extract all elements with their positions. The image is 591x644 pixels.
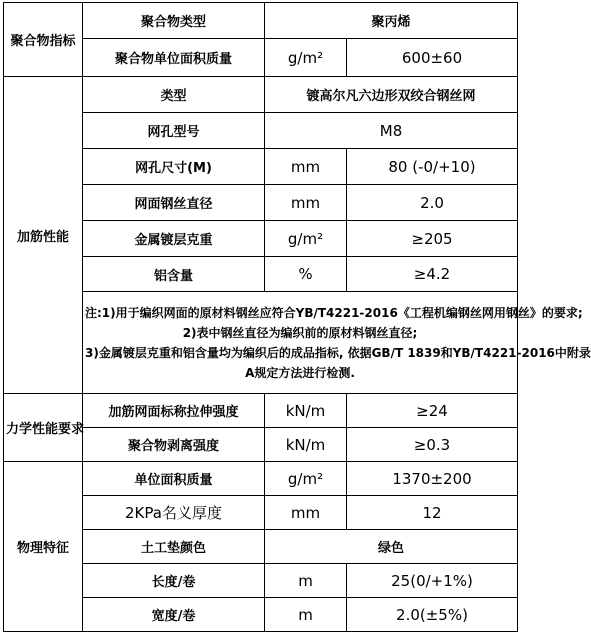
coating-value: ≥205 xyxy=(347,221,518,257)
thickness-value: 12 xyxy=(347,496,518,530)
type-value: 镀高尔凡六边形双绞合钢丝网 xyxy=(265,77,518,113)
width-label: 宽度/卷 xyxy=(83,598,265,632)
peel-label: 聚合物剥离强度 xyxy=(83,428,265,462)
group-physical: 物理特征 xyxy=(4,462,83,632)
table-row xyxy=(4,462,518,496)
table-row xyxy=(4,3,518,39)
polymer-mass-unit: g/m² xyxy=(265,39,347,77)
tensile-value: ≥24 xyxy=(347,394,518,428)
mesh-model-value: M8 xyxy=(265,113,518,149)
group-reinforcement: 加筋性能 xyxy=(4,77,83,394)
polymer-mass-value: 600±60 xyxy=(347,39,518,77)
color-label: 土工垫颜色 xyxy=(83,530,265,564)
peel-value: ≥0.3 xyxy=(347,428,518,462)
thickness-unit: mm xyxy=(265,496,347,530)
group-polymer: 聚合物指标 xyxy=(4,3,83,77)
coating-unit: g/m² xyxy=(265,221,347,257)
wire-diameter-value: 2.0 xyxy=(347,185,518,221)
aluminum-unit: % xyxy=(265,257,347,292)
tensile-unit: kN/m xyxy=(265,394,347,428)
table-row xyxy=(4,394,518,428)
spec-table xyxy=(3,2,591,632)
length-unit: m xyxy=(265,564,347,598)
group-mechanical: 力学性能要求 xyxy=(4,394,83,462)
note-line-2: 2)表中钢丝直径为编织前的原材料钢丝直径; xyxy=(182,325,418,340)
polymer-type-value: 聚丙烯 xyxy=(265,3,518,39)
area-mass-label: 单位面积质量 xyxy=(83,462,265,496)
area-mass-value: 1370±200 xyxy=(347,462,518,496)
notes xyxy=(83,292,591,394)
type-label: 类型 xyxy=(83,77,265,113)
polymer-mass-label: 聚合物单位面积质量 xyxy=(83,39,265,77)
area-mass-unit: g/m² xyxy=(265,462,347,496)
table-row xyxy=(4,77,518,113)
polymer-type-label: 聚合物类型 xyxy=(83,3,265,39)
length-value: 25(0/+1%) xyxy=(347,564,518,598)
peel-unit: kN/m xyxy=(265,428,347,462)
mesh-size-value: 80 (-0/+10) xyxy=(347,149,518,185)
aluminum-label: 铝含量 xyxy=(83,257,265,292)
length-label: 长度/卷 xyxy=(83,564,265,598)
coating-label: 金属镀层克重 xyxy=(83,221,265,257)
tensile-label: 加筋网面标称拉伸强度 xyxy=(83,394,265,428)
width-value: 2.0(±5%) xyxy=(347,598,518,632)
wire-diameter-label: 网面钢丝直径 xyxy=(83,185,265,221)
note-line-4: A规定方法进行检测. xyxy=(245,365,355,380)
wire-diameter-unit: mm xyxy=(265,185,347,221)
color-value: 绿色 xyxy=(265,530,518,564)
width-unit: m xyxy=(265,598,347,632)
mesh-size-label: 网孔尺寸(M) xyxy=(83,149,265,185)
note-line-3: 3)金属镀层克重和铝含量均为编织后的成品指标, 依据GB/T 1839和YB/T4221-2016中附录 xyxy=(85,345,591,360)
mesh-model-label: 网孔型号 xyxy=(83,113,265,149)
thickness-label: 2KPa名义厚度 xyxy=(83,496,265,530)
note-line-1: 注:1)用于编织网面的原材料钢丝应符合YB/T4221-2016《工程机编钢丝网用钢丝》的要求; xyxy=(85,305,583,320)
mesh-size-unit: mm xyxy=(265,149,347,185)
aluminum-value: ≥4.2 xyxy=(347,257,518,292)
